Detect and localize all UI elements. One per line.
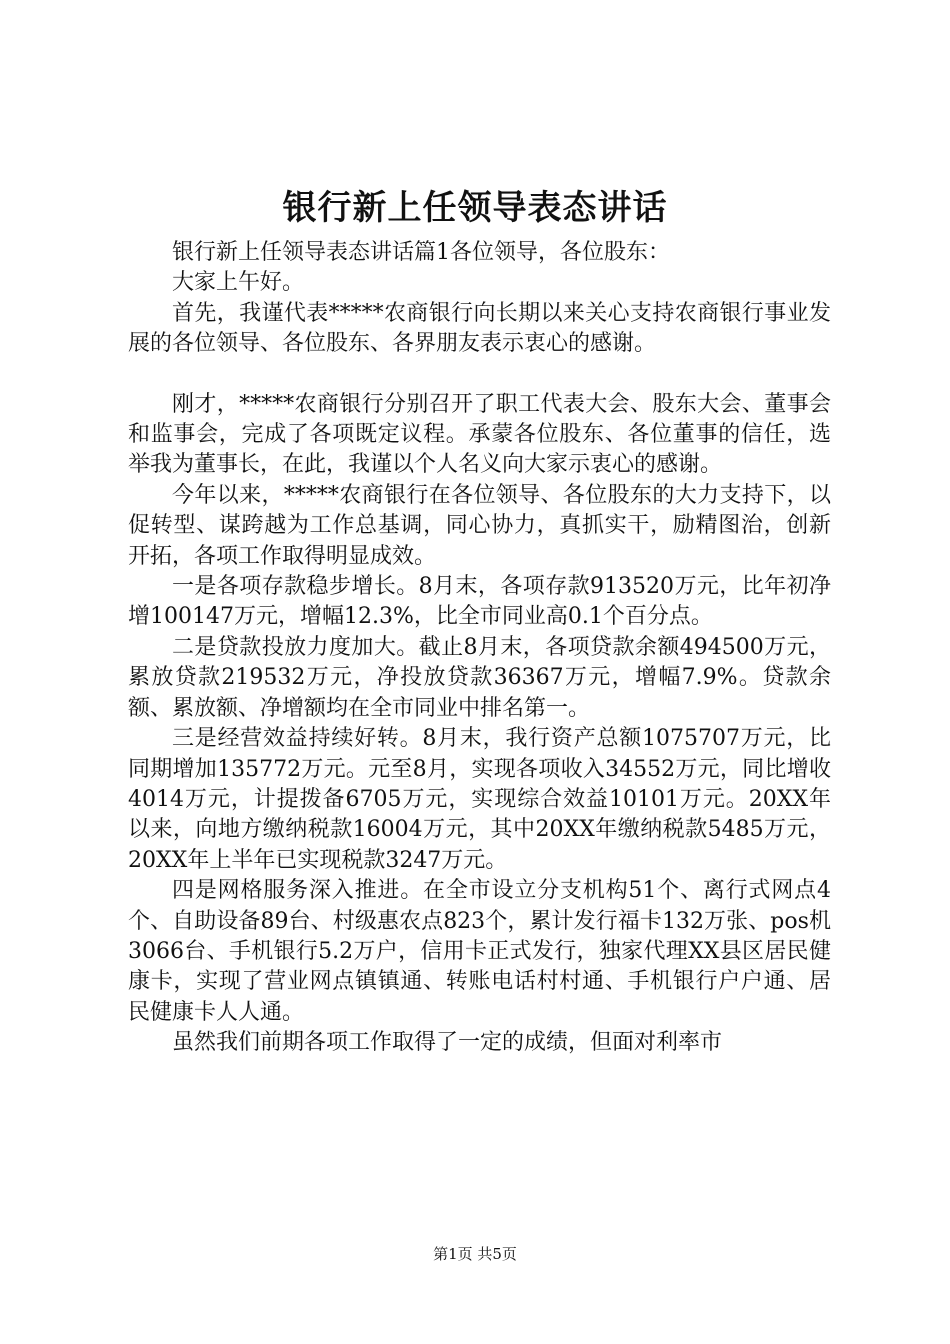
paragraph-election: 刚才，*****农商银行分别召开了职工代表大会、股东大会、董事会和监事会，完成了各项既定议程。承蒙各位股东、各位董事的信任，选举我为董事长，在此，我谨以个人名义向大家示衷心的感谢。 bbox=[128, 391, 831, 478]
paragraph-greeting: 大家上午好。 bbox=[172, 270, 305, 296]
paragraph-profits: 三是经营效益持续好转。8月末，我行资产总额1075707万元，比同期增加135772万元。元至8月，实现各项收入34552万元，同比增收4014万元，计提拨备6705万元，实现综合效益10101万元。20XX年以来，向地方缴纳税款16004万元，其中20XX年缴纳税款5485万元，20XX年上半年已实现税款3247万元。 bbox=[128, 726, 831, 873]
paragraph-closing: 虽然我们前期各项工作取得了一定的成绩，但面对利率市 bbox=[172, 1030, 723, 1056]
paragraph-opening: 银行新上任领导表态讲话篇1各位领导，各位股东： bbox=[172, 240, 670, 265]
paragraph-network: 四是网格服务深入推进。在全市设立分支机构51个、离行式网点4个、自助设备89台、村级惠农点823个，累计发行福卡132万张、pos机3066台、手机银行5.2万户，信用卡正式发行，独家代理XX县区居民健康卡，实现了营业网点镇镇通、转账电话村村通、手机银行户户通、居民健康卡人人通。 bbox=[128, 878, 831, 1025]
paragraph-loans: 二是贷款投放力度加大。截止8月末，各项贷款余额494500万元，累放贷款219532万元，净投放贷款36367万元，增幅7.9%。贷款余额、累放额、净增额均在全市同业中排名第一。 bbox=[128, 634, 831, 721]
paragraph-this-year: 今年以来，*****农商银行在各位领导、各位股东的大力支持下，以促转型、谋跨越为工作总基调，同心协力，真抓实干，励精图治，创新开拓，各项工作取得明显成效。 bbox=[128, 482, 831, 569]
paragraph-thanks: 首先，我谨代表*****农商银行向长期以来关心支持农商银行事业发展的各位领导、各位股东、各界朋友表示衷心的感谢。 bbox=[128, 300, 831, 357]
document-body bbox=[128, 238, 831, 1059]
paragraph-deposits: 一是各项存款稳步增长。8月末，各项存款913520万元，比年初净增100147万元，增幅12.3%，比全市同业高0.1个百分点。 bbox=[128, 574, 831, 630]
page-footer: 第1页 共5页 bbox=[433, 1245, 517, 1263]
document-title: 银行新上任领导表态讲话 bbox=[282, 188, 668, 228]
